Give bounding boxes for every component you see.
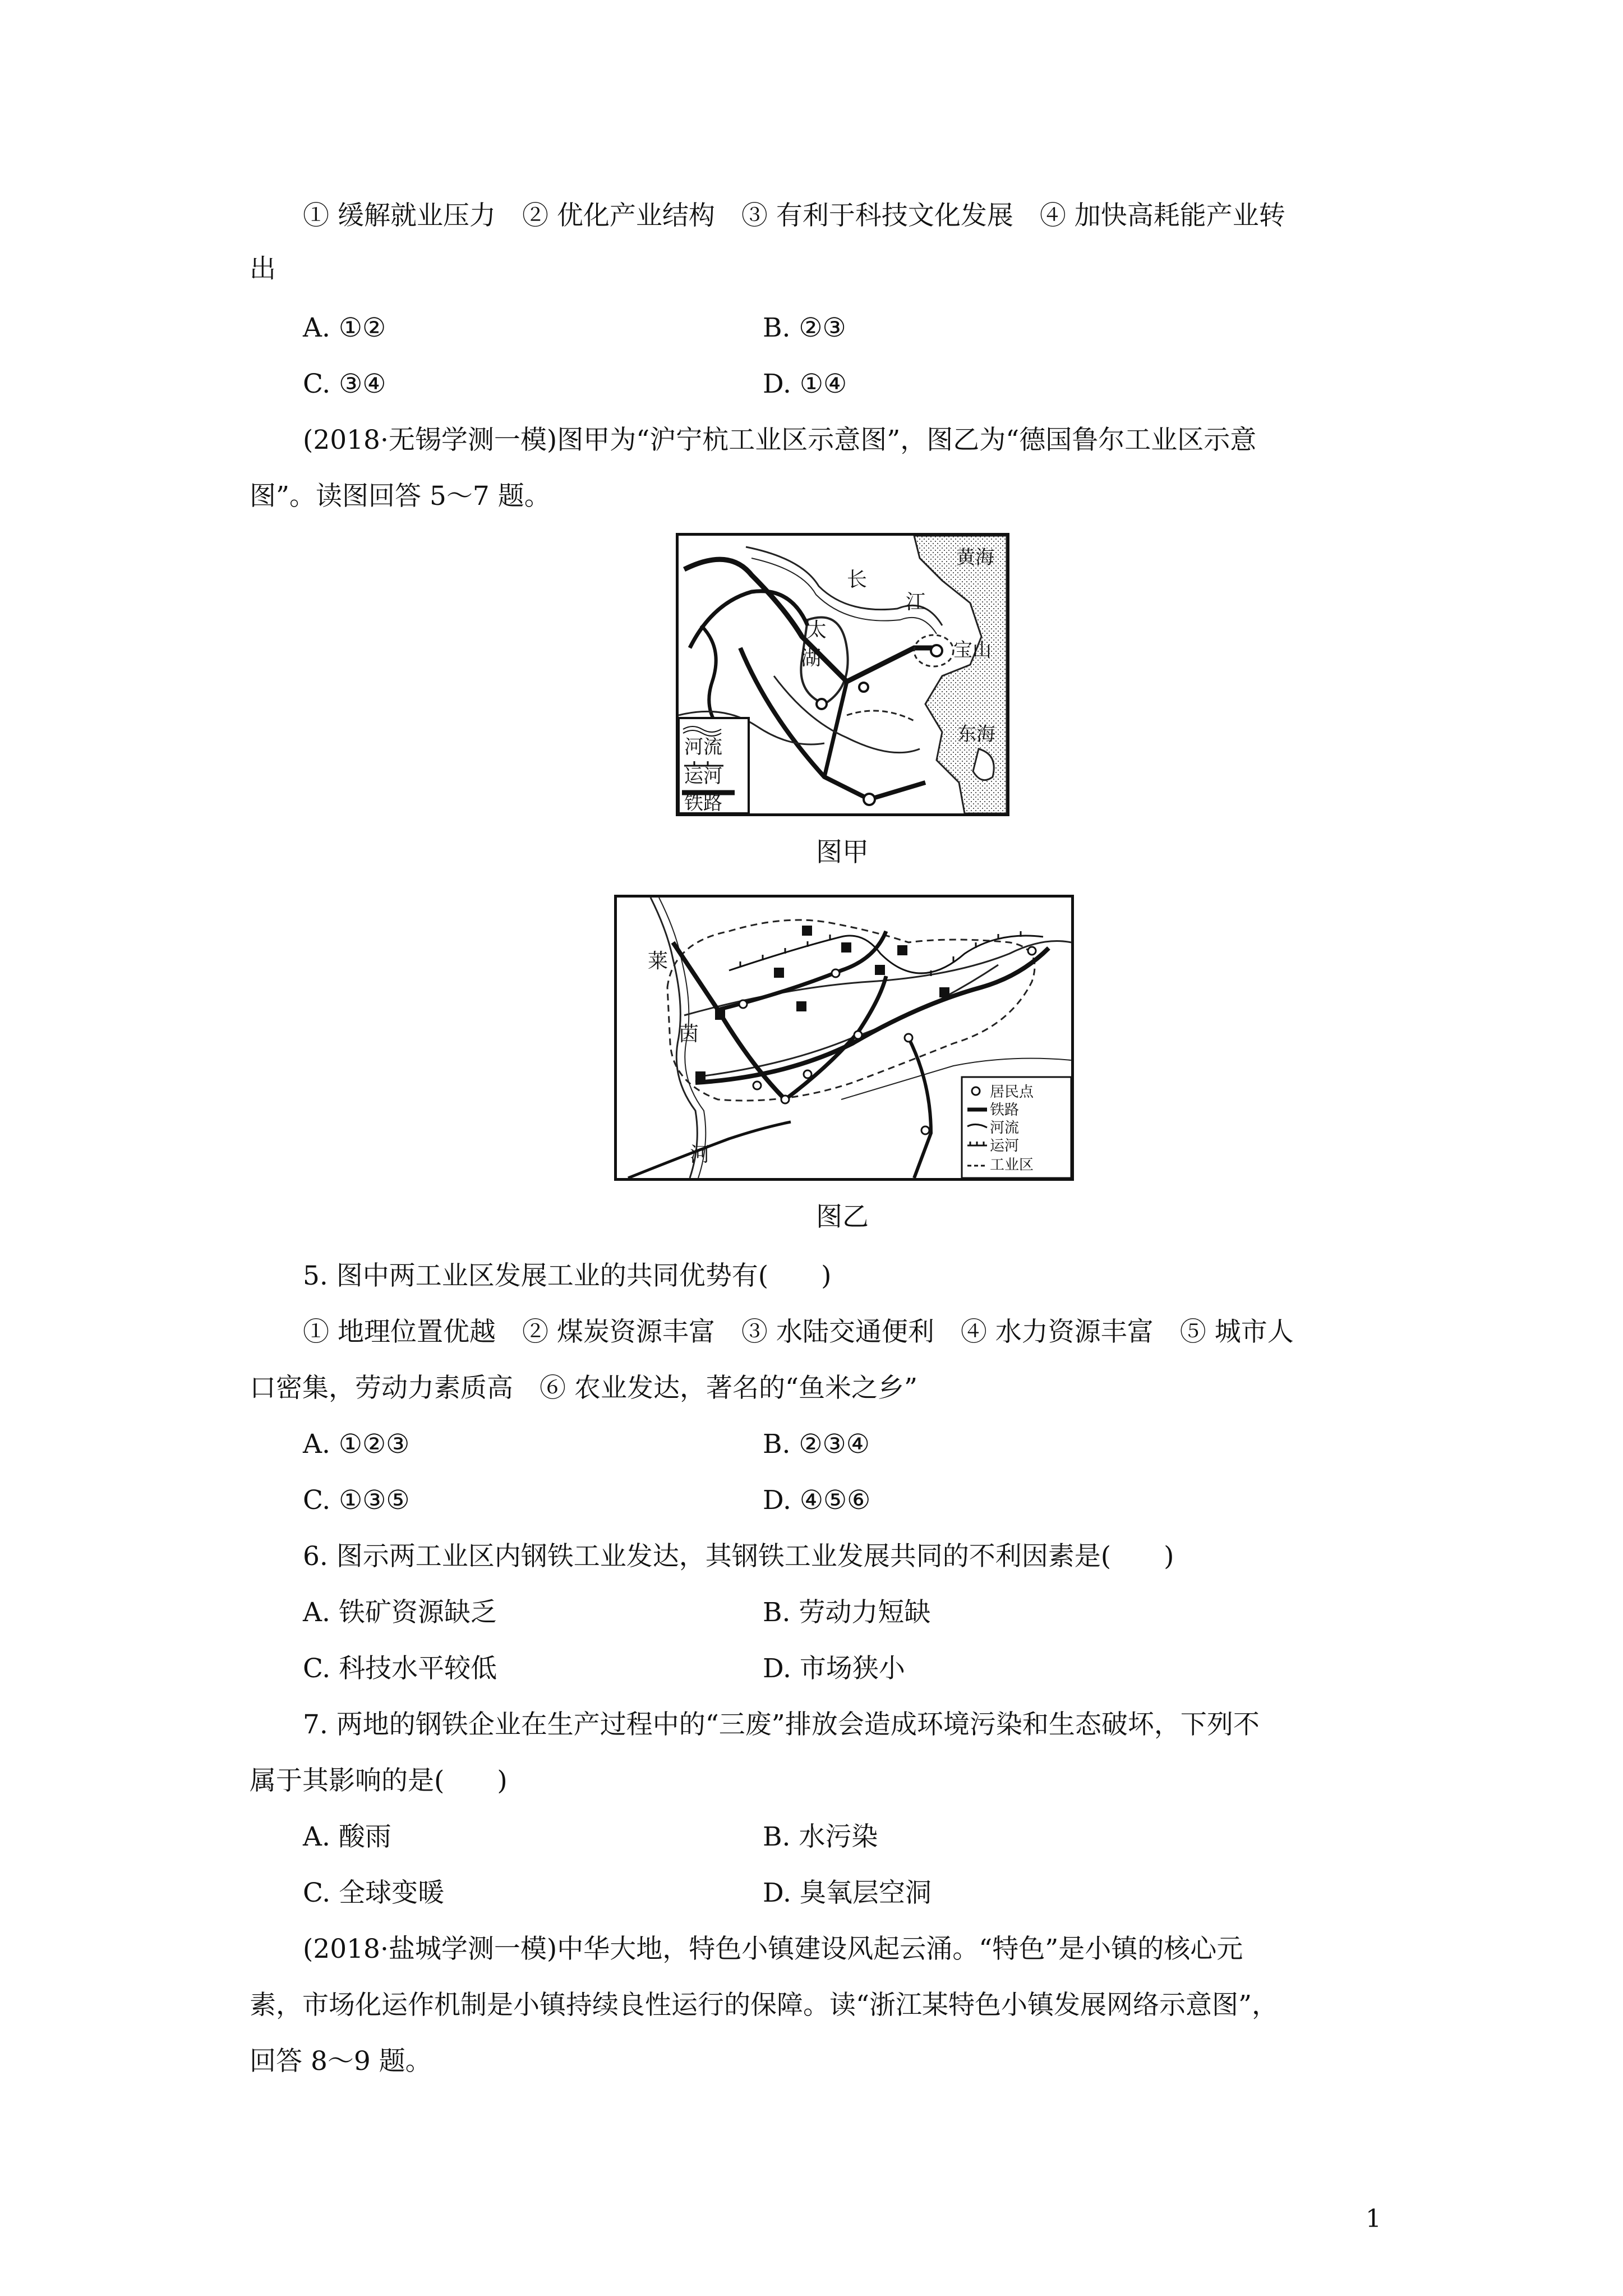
q5-option-c: C. ①③⑤: [303, 1485, 410, 1516]
page-number: 1: [1366, 2205, 1381, 2233]
q4-choices-line1: ① 缓解就业压力 ② 优化产业结构 ③ 有利于科技文化发展 ④ 加快高耗能产业转: [303, 200, 1285, 231]
figure-jia-map: [676, 533, 1009, 816]
q6-option-a: A. 铁矿资源缺乏: [303, 1597, 497, 1628]
map-label-hu: 湖: [801, 647, 822, 670]
figure-yi-caption: 图乙: [816, 1202, 869, 1232]
intro1-line1: (2018·无锡学测一模)图甲为“沪宁杭工业区示意图”，图乙为“德国鲁尔工业区示意: [303, 425, 1257, 455]
map-label-donghai: 东海: [957, 723, 995, 746]
q4-option-c: C. ③④: [303, 369, 386, 399]
q4-option-a: A. ①②: [303, 312, 386, 343]
map-label-baoshan: 宝山: [953, 639, 992, 661]
intro2-line3: 回答 8～9 题。: [250, 2046, 432, 2077]
map-jia-drawing: [679, 536, 1007, 813]
q4-option-d: D. ①④: [763, 369, 847, 399]
q6-option-b: B. 劳动力短缺: [763, 1597, 931, 1628]
legend-railway: 铁路: [684, 792, 722, 813]
q5-choices-line1: ① 地理位置优越 ② 煤炭资源丰富 ③ 水陆交通便利 ④ 水力资源丰富 ⑤ 城市人: [303, 1317, 1294, 1347]
q5-option-a: A. ①②③: [303, 1429, 410, 1460]
railway-line: [909, 1038, 931, 1178]
map-label-chang: 长: [847, 568, 868, 591]
legend-railway-yi: 铁路: [990, 1102, 1020, 1119]
map-label-lai: 莱: [648, 950, 668, 973]
map-label-huanghai: 黄海: [956, 546, 994, 569]
map-label-yin: 茵: [679, 1023, 699, 1046]
q5-option-d: D. ④⑤⑥: [763, 1485, 871, 1516]
q6-stem: 6. 图示两工业区内钢铁工业发达，其钢铁工业发展共同的不利因素是( ): [303, 1541, 1174, 1572]
figure-yi-map: [614, 895, 1074, 1181]
railway-line: [673, 942, 785, 1099]
legend-river: 河流: [684, 736, 722, 758]
legend-canal-yi: 运河: [990, 1138, 1020, 1154]
map-label-he: 河: [690, 1143, 711, 1166]
railway-line: [695, 948, 1049, 1083]
q4-option-b: B. ②③: [763, 312, 846, 343]
intro1-line2: 图”。读图回答 5～7 题。: [250, 481, 551, 512]
map-yi-drawing: [617, 898, 1071, 1178]
q7-option-d: D. 臭氧层空洞: [763, 1878, 932, 1908]
q5-stem: 5. 图中两工业区发展工业的共同优势有( ): [303, 1260, 832, 1291]
q6-option-d: D. 市场狭小: [763, 1653, 905, 1684]
q5-option-b: B. ②③④: [763, 1429, 870, 1460]
q7-stem-line2: 属于其影响的是( ): [250, 1765, 508, 1796]
map-label-jiang: 江: [906, 591, 926, 614]
intro2-line2: 素，市场化运作机制是小镇持续良性运行的保障。读“浙江某特色小镇发展网络示意图”，: [250, 1990, 1279, 2021]
q6-option-c: C. 科技水平较低: [303, 1653, 497, 1684]
q7-stem-line1: 7. 两地的钢铁企业在生产过程中的“三废”排放会造成环境污染和生态破坏，下列不: [303, 1709, 1260, 1740]
legend-industrial: 工业区: [990, 1157, 1034, 1174]
intro2-line1: (2018·盐城学测一模)中华大地，特色小镇建设风起云涌。“特色”是小镇的核心元: [303, 1934, 1243, 1964]
q7-option-c: C. 全球变暖: [303, 1878, 445, 1908]
q7-option-a: A. 酸雨: [303, 1821, 391, 1852]
q4-choices-line2: 出: [250, 254, 276, 284]
legend-river-yi: 河流: [990, 1120, 1020, 1137]
railway-line: [718, 931, 886, 1010]
legend-settlement: 居民点: [990, 1084, 1034, 1101]
q5-choices-line2: 口密集，劳动力素质高 ⑥ 农业发达，著名的“鱼米之乡”: [250, 1373, 917, 1404]
map-label-tai: 太: [806, 619, 827, 642]
legend-canal: 运河: [684, 765, 722, 788]
figure-jia-caption: 图甲: [816, 837, 869, 868]
q7-option-b: B. 水污染: [763, 1821, 878, 1852]
railway-line: [785, 976, 886, 1099]
